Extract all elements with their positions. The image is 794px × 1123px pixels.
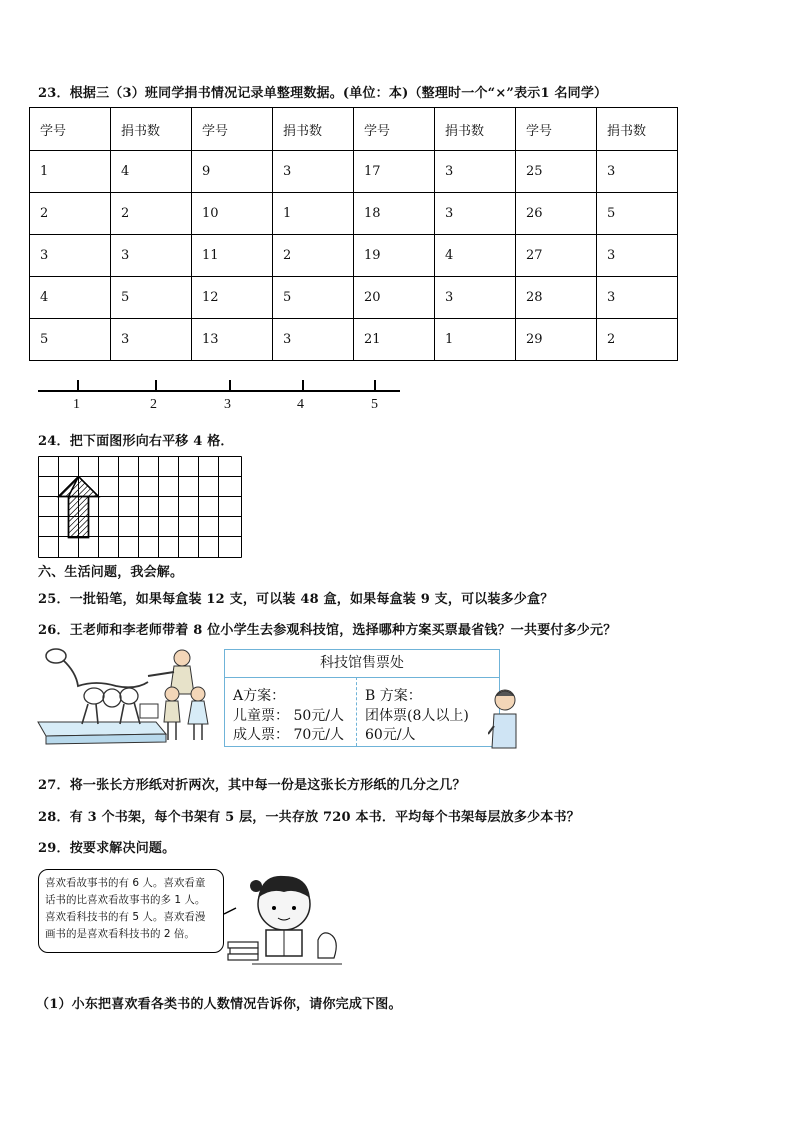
q24-text: 24．把下面图形向右平移 4 格． — [38, 434, 234, 449]
table-cell: 5 — [30, 319, 111, 361]
plan-a-child-price: 儿童票： 50元/人 — [233, 708, 344, 724]
reading-girl-illustration — [222, 868, 347, 972]
table-cell: 9 — [192, 151, 273, 193]
q23-text: 23．根据三（3）班同学捐书情况记录单整理数据。(单位：本)（整理时一个“×”表示1 名同学） — [38, 86, 608, 101]
table-cell: 28 — [516, 277, 597, 319]
tick-label-5: 5 — [371, 397, 378, 412]
q25-text: 25．一批铅笔，如果每盒装 12 支，可以装 48 盒，如果每盒装 9 支，可以装多少盒？ — [38, 592, 554, 607]
ticket-office-title: 科技馆售票处 — [225, 650, 499, 678]
speech-bubble — [38, 869, 224, 953]
tick-label-1: 1 — [73, 397, 80, 412]
table-cell: 3 — [30, 235, 111, 277]
table-cell: 学号 — [354, 108, 435, 151]
table-cell: 学号 — [516, 108, 597, 151]
section-6-heading: 六、生活问题，我会解。 — [38, 565, 184, 580]
tick-2 — [155, 380, 157, 391]
table-cell: 3 — [597, 151, 678, 193]
table-cell: 19 — [354, 235, 435, 277]
table-cell: 3 — [273, 319, 354, 361]
plan-b-label: B 方案： — [365, 688, 422, 704]
table-header-row — [30, 108, 678, 151]
table-cell: 11 — [192, 235, 273, 277]
table-cell: 3 — [111, 319, 192, 361]
table-cell: 21 — [354, 319, 435, 361]
table-cell: 3 — [111, 235, 192, 277]
table-cell: 2 — [597, 319, 678, 361]
table-cell: 3 — [435, 151, 516, 193]
speech-line: 喜欢看故事书的有 6 人。喜欢看童 — [45, 877, 206, 889]
table-cell: 25 — [516, 151, 597, 193]
table-cell: 5 — [273, 277, 354, 319]
tick-5 — [374, 380, 376, 391]
boy-illustration — [488, 686, 518, 750]
table-cell: 1 — [30, 151, 111, 193]
table-cell: 10 — [192, 193, 273, 235]
table-cell: 5 — [597, 193, 678, 235]
table-cell: 13 — [192, 319, 273, 361]
table-cell: 12 — [192, 277, 273, 319]
table-cell: 捐书数 — [111, 108, 192, 151]
speech-line: 喜欢看科技书的有 5 人。喜欢看漫 — [45, 911, 206, 923]
table-cell: 3 — [435, 277, 516, 319]
table-cell: 27 — [516, 235, 597, 277]
table-cell: 2 — [273, 235, 354, 277]
number-line — [38, 376, 402, 416]
table-cell: 17 — [354, 151, 435, 193]
table-row — [30, 151, 678, 193]
table-cell: 2 — [111, 193, 192, 235]
table-cell: 3 — [597, 235, 678, 277]
q29-text: 29．按要求解决问题。 — [38, 841, 176, 856]
dinosaur-skeleton-illustration — [38, 649, 166, 744]
table-row — [30, 319, 678, 361]
ticket-office-sign — [224, 649, 500, 747]
q27-text: 27．将一张长方形纸对折两次，其中每一份是这张长方形纸的几分之几？ — [38, 778, 466, 793]
table-cell: 3 — [597, 277, 678, 319]
table-cell: 学号 — [30, 108, 111, 151]
table-row — [30, 277, 678, 319]
table-cell: 4 — [111, 151, 192, 193]
table-row — [30, 193, 678, 235]
tick-label-2: 2 — [150, 397, 157, 412]
table-cell: 5 — [111, 277, 192, 319]
tick-1 — [77, 380, 79, 391]
plan-a-label: A方案： — [233, 688, 286, 704]
table-cell: 1 — [273, 193, 354, 235]
donation-table — [29, 107, 678, 361]
table-row — [30, 235, 678, 277]
speech-line: 画书的是喜欢看科技书的 2 倍。 — [45, 928, 195, 940]
plan-a-adult-price: 成人票： 70元/人 — [233, 727, 344, 743]
speech-line: 话书的比喜欢看故事书的多 1 人。 — [45, 894, 206, 906]
tick-label-4: 4 — [297, 397, 304, 412]
table-cell: 18 — [354, 193, 435, 235]
table-cell: 捐书数 — [273, 108, 354, 151]
table-cell: 20 — [354, 277, 435, 319]
table-cell: 26 — [516, 193, 597, 235]
table-cell: 3 — [273, 151, 354, 193]
tick-label-3: 3 — [224, 397, 231, 412]
q29-sub1-text: （1）小东把喜欢看各类书的人数情况告诉你，请你完成下图。 — [36, 997, 402, 1012]
table-cell: 29 — [516, 319, 597, 361]
table-cell: 学号 — [192, 108, 273, 151]
museum-illustration — [36, 642, 222, 750]
table-cell: 4 — [435, 235, 516, 277]
q26-text: 26．王老师和李老师带着 8 位小学生去参观科技馆，选择哪种方案买票最省钱？一共要付多少元？ — [38, 623, 617, 638]
number-line-axis — [38, 390, 400, 392]
table-cell: 捐书数 — [435, 108, 516, 151]
plan-b-group: 团体票(8人以上) — [365, 708, 469, 724]
plan-b-price: 60元/人 — [365, 727, 416, 743]
ticket-divider — [356, 677, 357, 746]
table-cell: 1 — [435, 319, 516, 361]
table-cell: 捐书数 — [597, 108, 678, 151]
tick-4 — [302, 380, 304, 391]
q28-text: 28．有 3 个书架，每个书架有 5 层，一共存放 720 本书．平均每个书架每层放多少本书？ — [38, 810, 580, 825]
table-cell: 3 — [435, 193, 516, 235]
table-cell: 4 — [30, 277, 111, 319]
translation-grid — [38, 456, 243, 558]
tick-3 — [229, 380, 231, 391]
table-cell: 2 — [30, 193, 111, 235]
